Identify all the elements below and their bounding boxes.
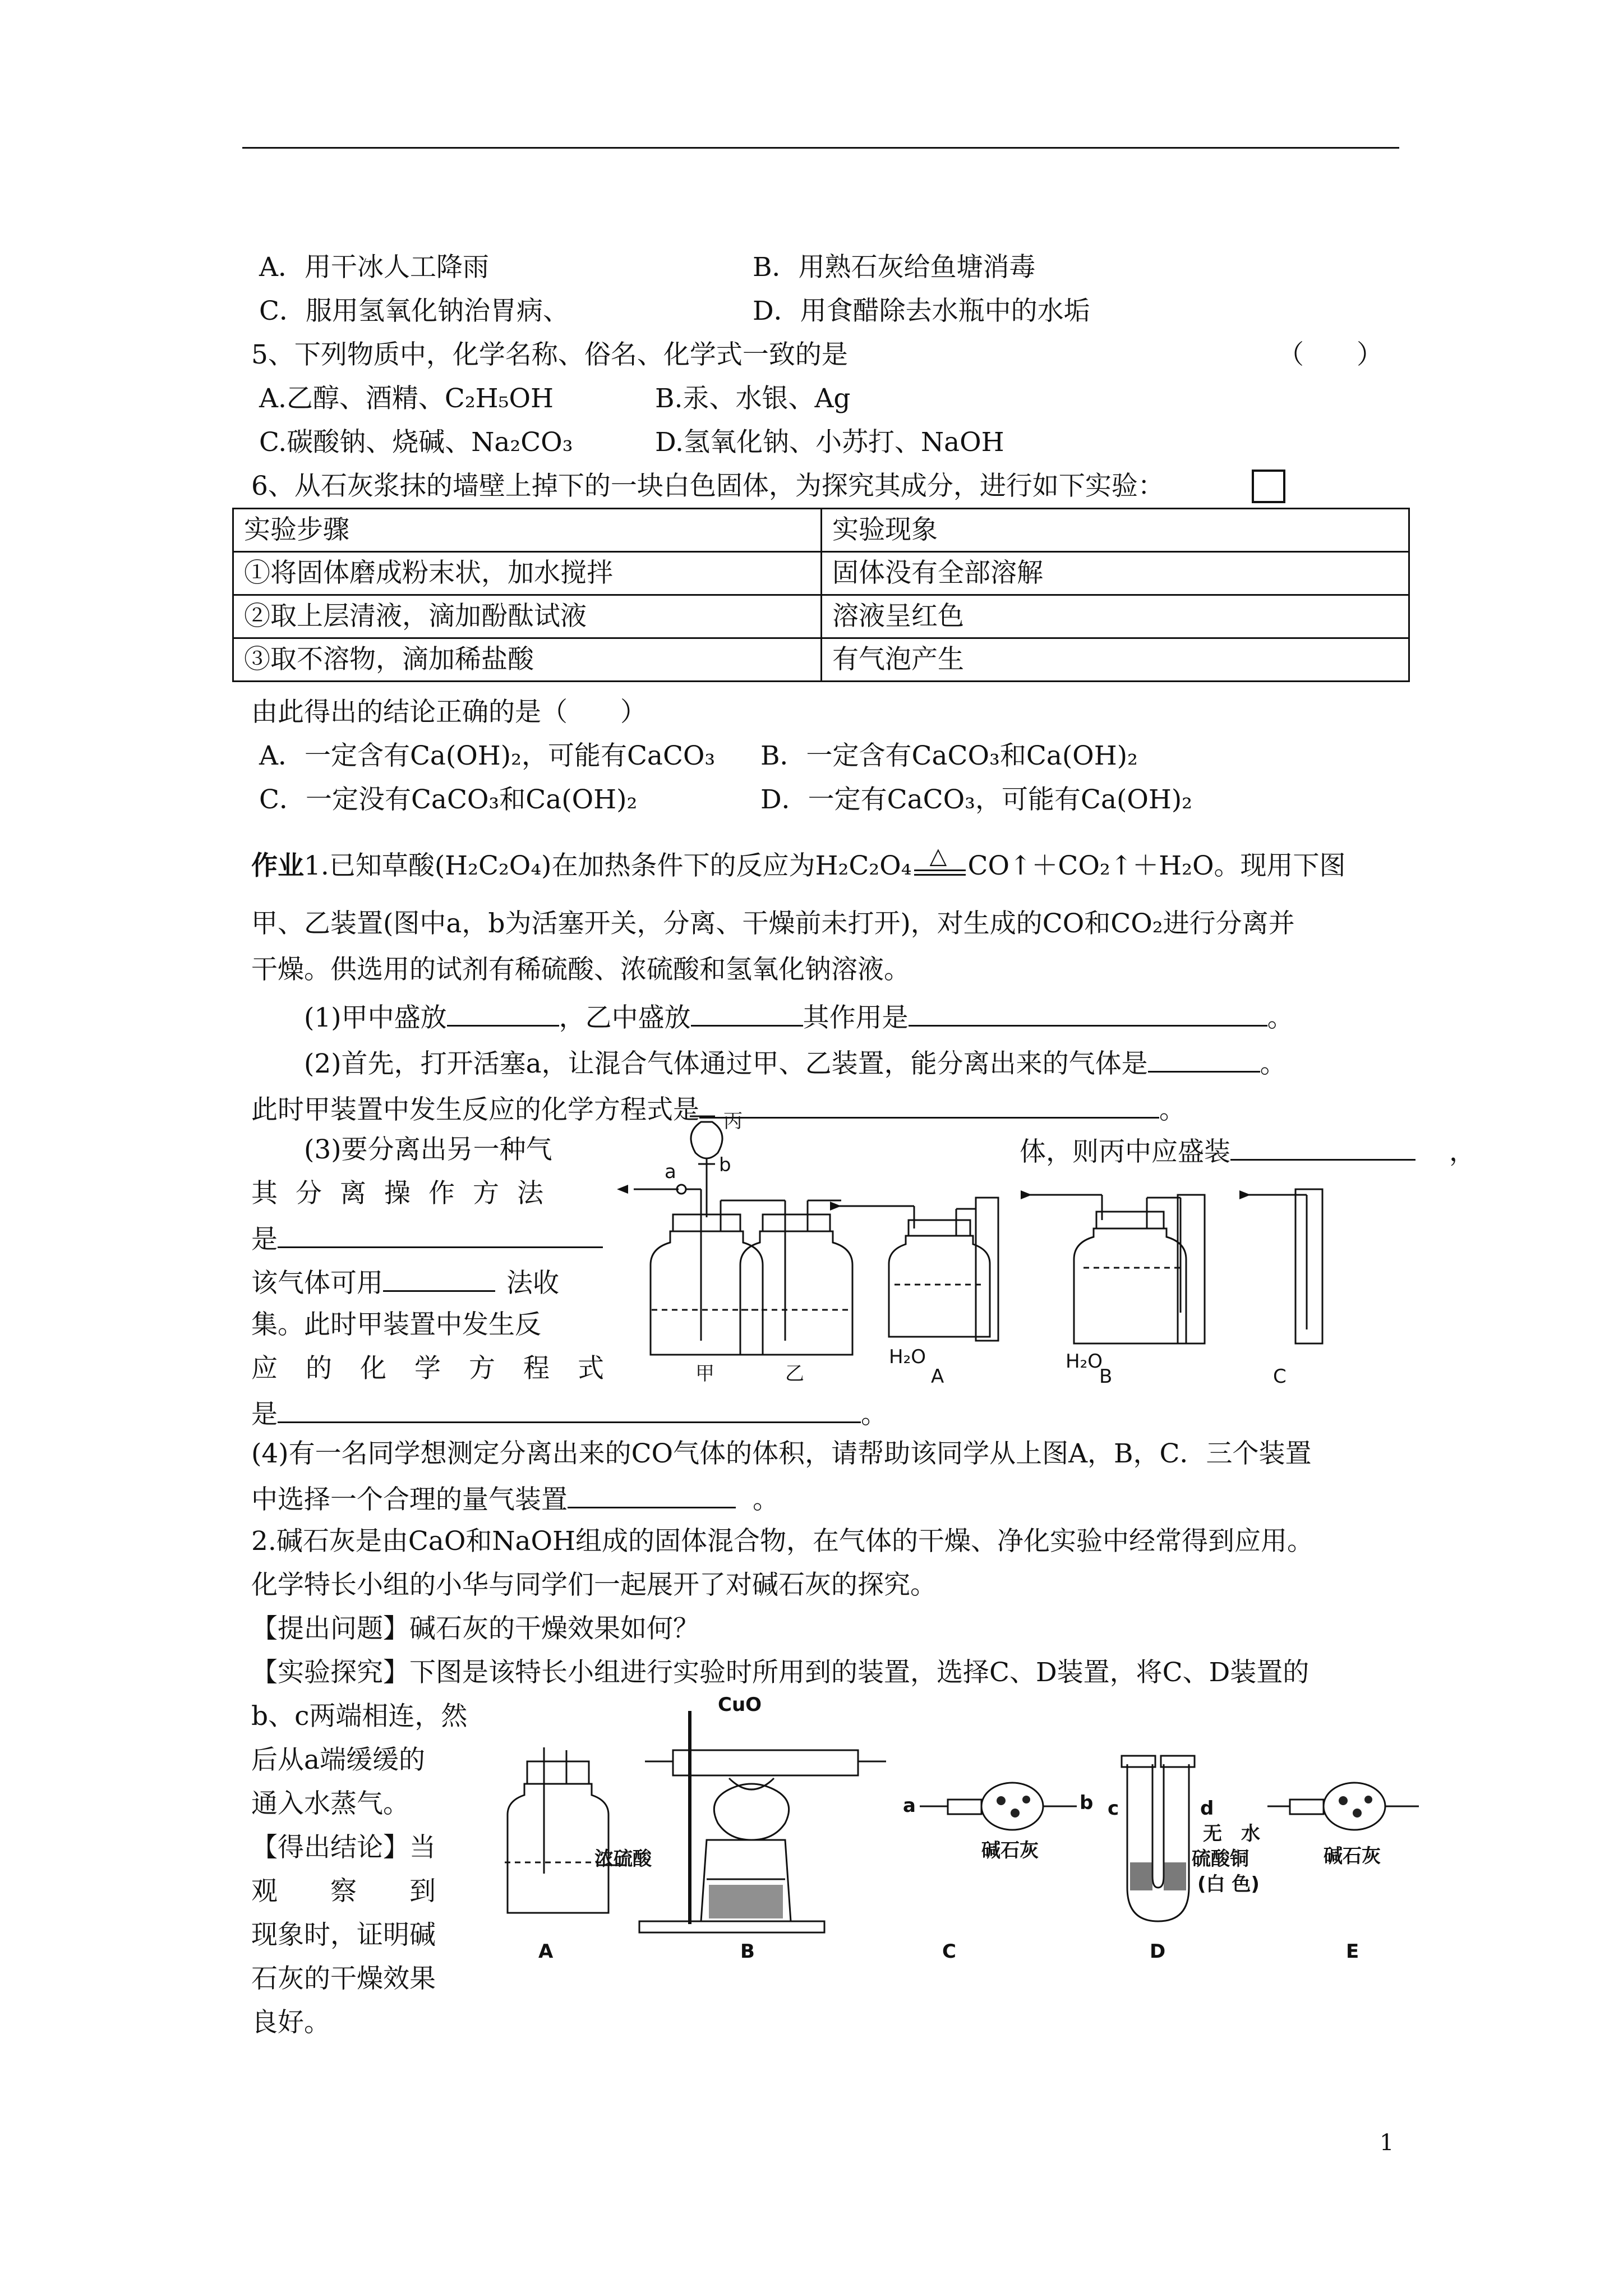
q6-option-b: B．一定含有CaCO₃和Ca(OH)₂ <box>760 740 1138 771</box>
fig-label-h2o-b: H₂O <box>1066 1350 1103 1373</box>
table-cell: 固体没有全部溶解 <box>822 552 1409 595</box>
fig2-label-acid: 浓硫酸 <box>594 1848 652 1870</box>
fig-label-A: A <box>931 1365 944 1386</box>
q5-stem: 5、下列物质中，化学名称、俗名、化学式一致的是 <box>251 339 848 370</box>
fig-label-C: C <box>1273 1365 1287 1386</box>
hw1-part4-b: 中选择一个合理的量气装置 。 <box>251 1481 779 1517</box>
table-cell: 溶液呈红色 <box>822 595 1409 638</box>
hw2-left-line-4: 【得出结论】当 <box>251 1832 436 1863</box>
fig2-label-a: a <box>903 1795 916 1817</box>
q5-answer-paren: （ ） <box>1278 339 1383 370</box>
answer-blank-method[interactable] <box>278 1221 603 1248</box>
soda-lime-c <box>981 1783 1043 1830</box>
combustion-tube <box>673 1750 858 1775</box>
hw1-part3-a: (3)要分离出另一种气 <box>304 1134 552 1165</box>
hw1-part3-d: 该气体可用 法收 <box>251 1264 559 1300</box>
fig-label-B: B <box>1099 1365 1113 1386</box>
soda-lime-e <box>1324 1783 1385 1830</box>
q6-stem: 6、从石灰浆抹的墙壁上掉下的一块白色固体，为探究其成分，进行如下实验： <box>251 471 1164 501</box>
q6-option-d: D．一定有CaCO₃，可能有Ca(OH)₂ <box>760 784 1193 815</box>
table-header-cell: 实验现象 <box>822 509 1409 552</box>
fig2-label-lime-c: 碱石灰 <box>981 1839 1039 1862</box>
burner-flame <box>714 1784 789 1840</box>
hw2-explore: 【实验探究】下图是该特长小组进行实验时所用到的装置，选择C、D装置，将C、D装置的 <box>251 1657 1310 1688</box>
cylinder-a <box>976 1198 998 1341</box>
hw1-intro-b: CO↑＋CO₂↑＋H₂O。现用下图 <box>967 850 1346 881</box>
answer-blank-jia[interactable] <box>447 999 559 1027</box>
fig2-label-D: D <box>1150 1940 1166 1963</box>
figure-separation-apparatus <box>617 1099 1402 1386</box>
q6-answer-box[interactable] <box>1252 470 1285 503</box>
heat-symbol: △ <box>929 843 947 869</box>
fig-label-bing: 丙 <box>723 1110 743 1133</box>
hw2-left-line-2: 后从a端缓缓的 <box>251 1745 426 1775</box>
hw2-left-line-8: 良好。 <box>251 2007 330 2038</box>
table-row <box>233 638 1409 682</box>
hw1-part3-e: 集。此时甲装置中发生反 <box>251 1309 541 1340</box>
answer-blank-collect[interactable] <box>383 1264 495 1292</box>
header-rule <box>242 147 1399 149</box>
fig-label-a: a <box>665 1161 676 1183</box>
hw2-line2: 化学特长小组的小华与同学们一起展开了对碱石灰的探究。 <box>251 1570 937 1600</box>
fig2-label-d: d <box>1200 1797 1214 1820</box>
table-cell: ③取不溶物，滴加稀盐酸 <box>233 638 822 682</box>
answer-blank-measure[interactable] <box>568 1481 736 1508</box>
fig2-label-cuo: CuO <box>718 1694 762 1716</box>
table-row <box>233 595 1409 638</box>
answer-blank-equation-2[interactable] <box>278 1396 861 1423</box>
q5-option-b: B.汞、水银、Ag <box>655 383 851 414</box>
stand-base <box>639 1921 824 1932</box>
fig-label-b: b <box>719 1154 731 1176</box>
fig-label-jia: 甲 <box>695 1363 714 1385</box>
fig-label-yi: 乙 <box>785 1363 804 1385</box>
funnel-bing <box>691 1122 722 1158</box>
table-cell: ②取上层清液，滴加酚酞试液 <box>233 595 822 638</box>
fig2-label-E: E <box>1346 1940 1359 1963</box>
hw1-part3-f: 应的化学方程式 <box>251 1353 632 1384</box>
hw1-part2: (2)首先，打开活塞a，让混合气体通过甲、乙装置，能分离出来的气体是 。 <box>304 1045 1287 1081</box>
hw1-part3-b: 其分离操作方法 <box>251 1178 561 1209</box>
bottle-b <box>1074 1228 1186 1343</box>
hw1-intro <box>251 843 1346 883</box>
q4-option-b: B．用熟石灰给鱼塘消毒 <box>753 252 1036 283</box>
hw2-question: 【提出问题】碱石灰的干燥效果如何？ <box>251 1613 699 1644</box>
q6-option-c: C．一定没有CaCO₃和Ca(OH)₂ <box>259 784 638 815</box>
hw2-left-line-3: 通入水蒸气。 <box>251 1788 409 1819</box>
q4-option-d: D．用食醋除去水瓶中的水垢 <box>753 296 1090 326</box>
bottle-a2 <box>508 1784 608 1913</box>
experiment-table <box>232 508 1410 682</box>
answer-blank-gas[interactable] <box>1148 1045 1260 1073</box>
hw1-line3: 干燥。供选用的试剂有稀硫酸、浓硫酸和氢氧化钠溶液。 <box>251 954 910 985</box>
fig2-label-anhydrous: 无 水 <box>1203 1823 1260 1845</box>
answer-blank-yi[interactable] <box>691 999 803 1027</box>
q5-option-d: D.氢氧化钠、小苏打、NaOH <box>655 427 1004 458</box>
page-number: 1 <box>1380 2130 1394 2156</box>
hw1-intro-a: 1.已知草酸(H₂C₂O₄)在加热条件下的反应为H₂C₂O₄ <box>304 850 912 881</box>
fig2-label-B: B <box>740 1940 755 1963</box>
fig2-label-lime-e: 碱石灰 <box>1324 1845 1381 1867</box>
q6-option-a: A．一定含有Ca(OH)₂，可能有CaCO₃ <box>259 740 716 771</box>
bottle-a <box>889 1236 990 1337</box>
fig-label-h2o-a: H₂O <box>889 1346 926 1368</box>
hw1-line2: 甲、乙装置(图中a，b为活塞开关，分离、干燥前未打开)，对生成的CO和CO₂进行分离并 <box>251 908 1295 939</box>
q5-option-a: A.乙醇、酒精、C₂H₅OH <box>259 383 554 414</box>
table-header-cell: 实验步骤 <box>233 509 822 552</box>
hw2-left-line-5: 观 察 到 <box>251 1876 436 1907</box>
hw1-part4-a: (4)有一名同学想测定分离出来的CO气体的体积，请帮助该同学从上图A，B，C．三个装置 <box>251 1438 1312 1469</box>
homework-label: 作业 <box>251 850 304 881</box>
hw2-left-line-6: 现象时，证明碱 <box>251 1920 436 1950</box>
q4-option-c: C．服用氢氧化钠治胃病、 <box>259 296 569 326</box>
u-tube-d <box>1127 1764 1189 1921</box>
table-cell: ①将固体磨成粉末状，加水搅拌 <box>233 552 822 595</box>
hw1-part3-g: 是 。 <box>251 1396 887 1432</box>
fig2-label-cuso4: 硫酸铜 <box>1192 1848 1249 1870</box>
fig2-label-C: C <box>942 1940 956 1963</box>
q6-conclusion: 由此得出的结论正确的是（ ） <box>251 697 647 728</box>
fig2-label-b: b <box>1080 1792 1094 1814</box>
hw2-left-line-1: b、c两端相连，然 <box>251 1701 468 1732</box>
fig2-label-A: A <box>538 1940 554 1963</box>
table-cell: 有气泡产生 <box>822 638 1409 682</box>
hw1-part1: (1)甲中盛放 ，乙中盛放 其作用是 。 <box>304 999 1294 1035</box>
hw2-left-line-7: 石灰的干燥效果 <box>251 1963 436 1994</box>
fig2-label-white: (白 色) <box>1197 1873 1260 1895</box>
cylinder-c <box>1295 1189 1322 1343</box>
hw2-line1: 2.碱石灰是由CaO和NaOH组成的固体混合物，在气体的干燥、净化实验中经常得到应用。 <box>251 1526 1314 1557</box>
table-header-row <box>233 509 1409 552</box>
figure-soda-lime-apparatus <box>494 1694 1436 1975</box>
q4-option-a: A．用干冰人工降雨 <box>259 252 489 283</box>
hw1-part2-equation: 此时甲装置中发生反应的化学方程式是 。 <box>251 1091 1186 1127</box>
table-row <box>233 552 1409 595</box>
q5-option-c: C.碳酸钠、烧碱、Na₂CO₃ <box>259 427 573 458</box>
heating-arrow <box>912 843 968 883</box>
hw1-part3-right: 体，则丙中应盛装 ， <box>1020 1133 1476 1169</box>
answer-blank-purpose[interactable] <box>909 999 1267 1027</box>
hw1-part3-c: 是 <box>251 1221 603 1257</box>
cylinder-b <box>1178 1195 1205 1343</box>
fig2-label-c: c <box>1108 1797 1119 1820</box>
